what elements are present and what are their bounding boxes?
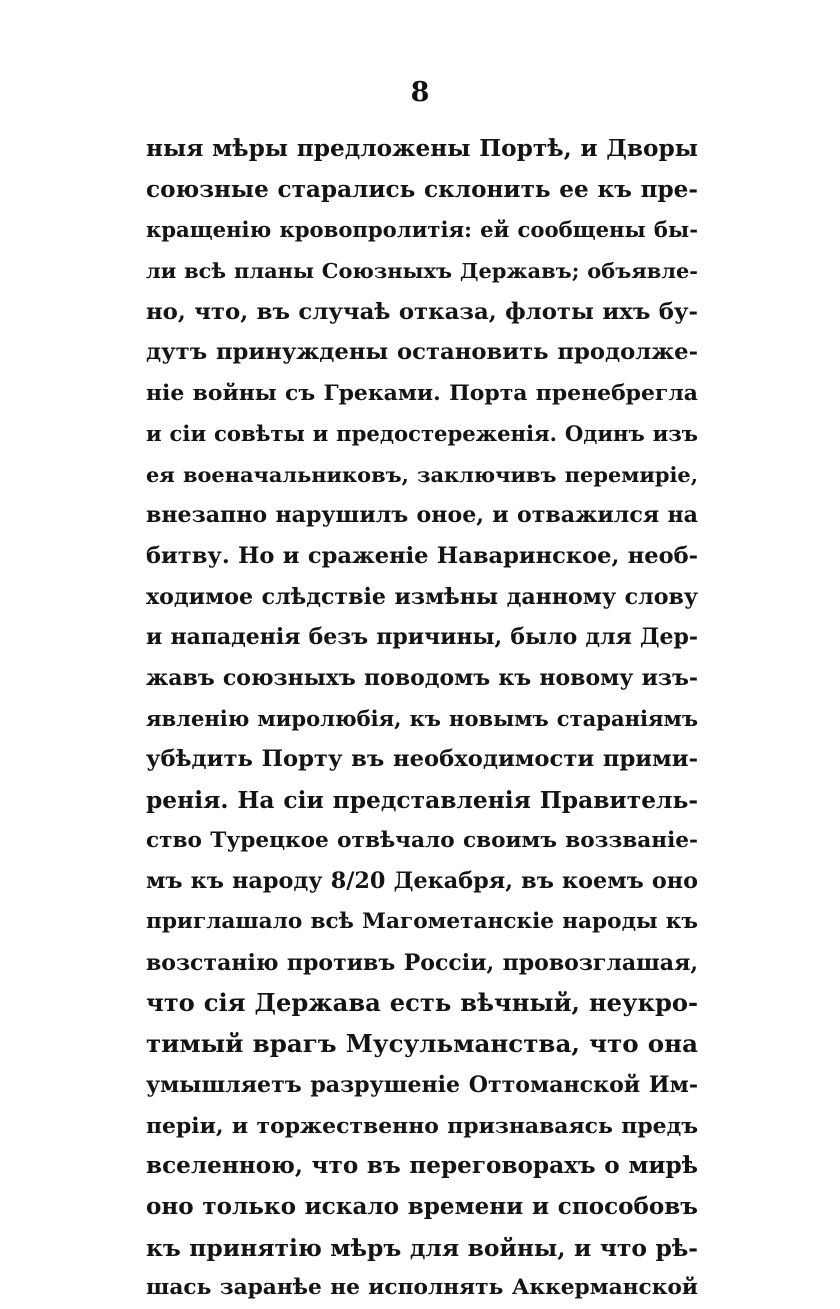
text-line: приглашало всѣ Магометанскіе народы къ <box>146 909 698 935</box>
text-line: союзные старались склонить ее къ пре- <box>146 175 698 203</box>
text-line: тимый врагъ Мусульманства, что она <box>146 1029 698 1059</box>
text-line: ренія. На сіи представленія Правитель- <box>146 786 698 814</box>
text-line: битву. Но и сраженіе Наваринское, необ- <box>146 542 698 569</box>
text-line: мъ къ народу 8/20 Декабря, въ коемъ оно <box>146 868 698 895</box>
text-line: ходимое слѣдствіе измѣны данному слову <box>146 583 698 610</box>
text-line: и сіи совѣты и предостереженія. Одинъ изъ <box>146 420 698 446</box>
text-line: къ принятію мѣръ для войны, и что рѣ- <box>146 1233 698 1262</box>
page-number: 8 <box>410 77 430 108</box>
text-line: шась заранѣе не исполнять Аккерманской <box>146 1275 698 1301</box>
text-line: явленію миролюбія, къ новымъ стараніямъ <box>146 705 698 731</box>
text-line: жавъ союзныхъ поводомъ къ новому изъ- <box>146 664 698 691</box>
text-line: убѣдить Порту въ необходимости прими- <box>146 746 698 773</box>
text-line: ли всѣ планы Союзныхъ Державъ; объявле- <box>146 258 698 284</box>
text-line: ея военачальниковъ, заключивъ перемиріе, <box>146 461 698 487</box>
text-line: вселенною, что въ переговорахъ о мирѣ <box>146 1152 698 1180</box>
text-line: возстанію противъ Россіи, провозглашая, <box>146 949 698 976</box>
text-line: кращенію кровопролитія: ей сообщены бы- <box>146 217 698 243</box>
text-line: внезапно нарушилъ оное, и отважился на <box>146 502 698 529</box>
text-line: ніе войны съ Греками. Порта пренебрегла <box>146 380 698 407</box>
text-line: дутъ принуждены остановить продолже- <box>146 339 698 366</box>
body-text <box>146 129 698 1309</box>
text-line: ство Турецкое отвѣчало своимъ воззваніе- <box>146 827 698 853</box>
text-line: но, что, въ случаѣ отказа, флоты ихъ бу- <box>146 298 698 325</box>
text-line: ныя мѣры предложены Портѣ, и Дворы <box>146 135 698 162</box>
text-line: умышляетъ разрушеніе Оттоманской Им- <box>146 1071 698 1098</box>
text-line: оно только искало времени и способовъ <box>146 1192 698 1220</box>
text-line: что сія Держава есть вѣчный, неукро- <box>146 988 698 1018</box>
text-line: періи, и торжественно признаваясь предъ <box>146 1112 698 1139</box>
text-line: и нападенія безъ причины, было для Дер- <box>146 624 698 651</box>
